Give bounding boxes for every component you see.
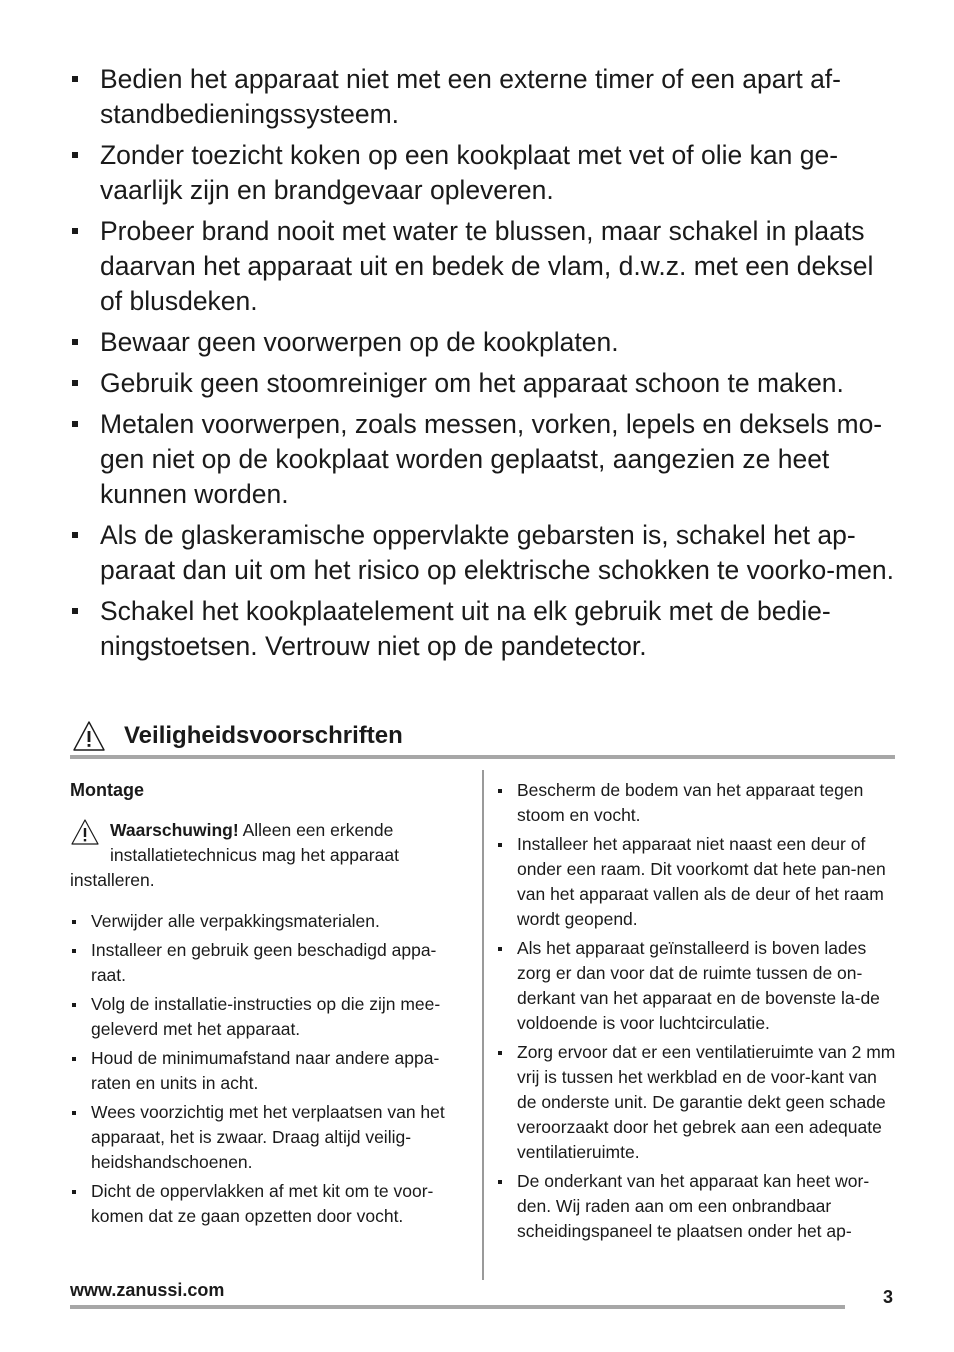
list-item: Houd de minimumafstand naar andere appa-raten en units in acht. (70, 1046, 470, 1096)
section-header (70, 716, 895, 760)
list-item: Zonder toezicht koken op een kookplaat met vet of olie kan ge-vaarlijk zijn en brandgevaar opleveren. (70, 138, 900, 208)
list-item: Als de glaskeramische oppervlakte gebarsten is, schakel het ap-paraat dan uit om het risico op elektrische schokken te voorko-men. (70, 518, 900, 588)
list-item: Volg de installatie-instructies op die zijn mee-geleverd met het apparaat. (70, 992, 470, 1042)
list-item: Probeer brand nooit met water te blussen, maar schakel in plaats daarvan het apparaat uit en bedek de vlam, d.w.z. met een deksel of blusdeken. (70, 214, 900, 319)
footer-divider (70, 1305, 845, 1309)
list-item: Bescherm de bodem van het apparaat tegen stoom en vocht. (496, 778, 896, 828)
montage-list-left (70, 909, 470, 1229)
warning-text: Alleen een erkende installatietechnicus mag het apparaat installeren. (70, 820, 399, 890)
list-item: De onderkant van het apparaat kan heet wor-den. Wij raden aan om een onbrandbaar scheidingspaneel te plaatsen onder het ap- (496, 1169, 896, 1244)
warning-label: Waarschuwing! (110, 820, 239, 840)
section-divider (70, 755, 895, 759)
warning-triangle-icon (72, 720, 106, 752)
safety-bullet-list (70, 62, 900, 670)
list-item: Metalen voorwerpen, zoals messen, vorken, lepels en deksels mo-gen niet op de kookplaat worden geplaatst, aangezien ze heet kunnen worden. (70, 407, 900, 512)
footer-website: www.zanussi.com (70, 1280, 225, 1300)
subsection-heading: Montage (70, 780, 144, 800)
page-number: 3 (883, 1287, 894, 1307)
list-item: Gebruik geen stoomreiniger om het apparaat schoon te maken. (70, 366, 900, 401)
list-item: Als het apparaat geïnstalleerd is boven lades zorg er dan voor dat de ruimte tussen de on-derkant van het apparaat en de bovenste la-de voldoende is voor luchtcirculatie. (496, 936, 896, 1036)
left-column (70, 778, 470, 1233)
list-item: Bewaar geen voorwerpen op de kookplaten. (70, 325, 900, 360)
list-item: Dicht de oppervlakken af met kit om te voor-komen dat ze gaan opzetten door vocht. (70, 1179, 470, 1229)
list-item: Verwijder alle verpakkingsmaterialen. (70, 909, 470, 934)
list-item: Bedien het apparaat niet met een externe timer of een apart af-standbedieningssysteem. (70, 62, 900, 132)
warning-triangle-icon (70, 818, 100, 846)
list-item: Zorg ervoor dat er een ventilatieruimte van 2 mm vrij is tussen het werkblad en de voor-kant van de onderste unit. De garantie dekt geen schade veroorzaakt door het gebrek aan een adequate ventilatieruimte. (496, 1040, 896, 1165)
right-column (496, 778, 896, 1248)
list-item: Installeer het apparaat niet naast een deur of onder een raam. Dit voorkomt dat hete pan-nen van het apparaat vallen als de deur of het raam wordt geopend. (496, 832, 896, 932)
list-item: Wees voorzichtig met het verplaatsen van het apparaat, het is zwaar. Draag altijd veilig-heidshandschoenen. (70, 1100, 470, 1175)
montage-list-right (496, 778, 896, 1244)
warning-notice (70, 818, 470, 893)
section-title: Veiligheidsvoorschriften (124, 722, 403, 749)
column-divider (482, 770, 484, 1280)
list-item: Schakel het kookplaatelement uit na elk gebruik met de bedie-ningstoetsen. Vertrouw niet op de pandetector. (70, 594, 900, 664)
list-item: Installeer en gebruik geen beschadigd appa-raat. (70, 938, 470, 988)
